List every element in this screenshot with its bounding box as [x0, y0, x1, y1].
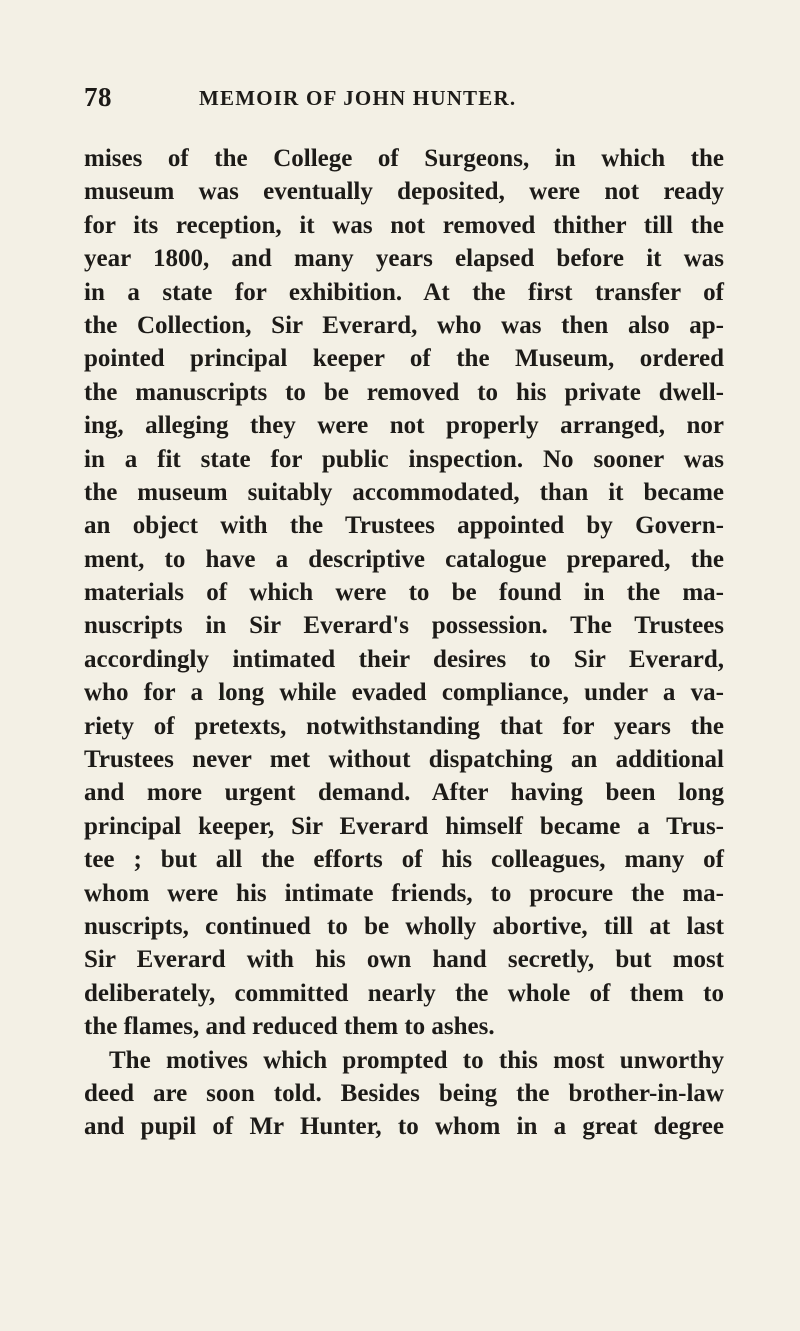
- text-line: the museum suitably accommodated, than it became: [84, 478, 724, 506]
- text-line: nuscripts in Sir Everard's possession. The Trustees: [84, 612, 724, 640]
- text-line: and more urgent demand. After having been long: [84, 779, 724, 807]
- text-line: and pupil of Mr Hunter, to whom in a great degree: [84, 1113, 724, 1141]
- text-line: in a fit state for public inspection. No sooner was: [84, 445, 724, 473]
- text-line: year 1800, and many years elapsed before it was: [84, 245, 724, 273]
- text-line: principal keeper, Sir Everard himself became a Trus-: [84, 812, 724, 840]
- text-line: who for a long while evaded compliance, under a va-: [84, 679, 724, 707]
- text-line: pointed principal keeper of the Museum, ordered: [84, 345, 724, 373]
- text-line: in a state for exhibition. At the first transfer of: [84, 278, 724, 306]
- text-line: an object with the Trustees appointed by Govern-: [84, 512, 724, 540]
- text-line: ing, alleging they were not properly arranged, nor: [84, 412, 724, 440]
- text-line: for its reception, it was not removed thither till the: [84, 211, 724, 239]
- text-line: mises of the College of Surgeons, in which the: [84, 145, 724, 172]
- text-line: Sir Everard with his own hand secretly, but most: [84, 946, 724, 974]
- text-line: deliberately, committed nearly the whole of them to: [84, 979, 724, 1007]
- running-title: MEMOIR OF JOHN HUNTER.: [199, 86, 517, 110]
- text-line: the manuscripts to be removed to his private dwell-: [84, 378, 724, 406]
- text-line: deed are soon told. Besides being the brother-in-law: [84, 1079, 724, 1107]
- text-line: The motives which prompted to this most unworthy: [109, 1046, 724, 1074]
- body-text: [84, 142, 724, 1144]
- text-line: nuscripts, continued to be wholly abortive, till at last: [84, 912, 724, 940]
- text-line: the Collection, Sir Everard, who was then also ap-: [84, 311, 724, 339]
- text-line: accordingly intimated their desires to Sir Everard,: [84, 645, 724, 673]
- text-line: riety of pretexts, notwithstanding that for years the: [84, 712, 724, 740]
- page-header: [84, 82, 724, 114]
- page-number: 78: [84, 82, 112, 112]
- text-line: museum was eventually deposited, were not ready: [84, 178, 724, 206]
- text-line: the flames, and reduced them to ashes.: [84, 1013, 495, 1041]
- text-line: ment, to have a descriptive catalogue prepared, the: [84, 545, 724, 573]
- text-line: materials of which were to be found in the ma-: [84, 579, 724, 607]
- text-line: Trustees never met without dispatching an additional: [84, 746, 724, 774]
- text-line: whom were his intimate friends, to procure the ma-: [84, 879, 724, 907]
- text-line: tee ; but all the efforts of his colleagues, many of: [84, 846, 724, 874]
